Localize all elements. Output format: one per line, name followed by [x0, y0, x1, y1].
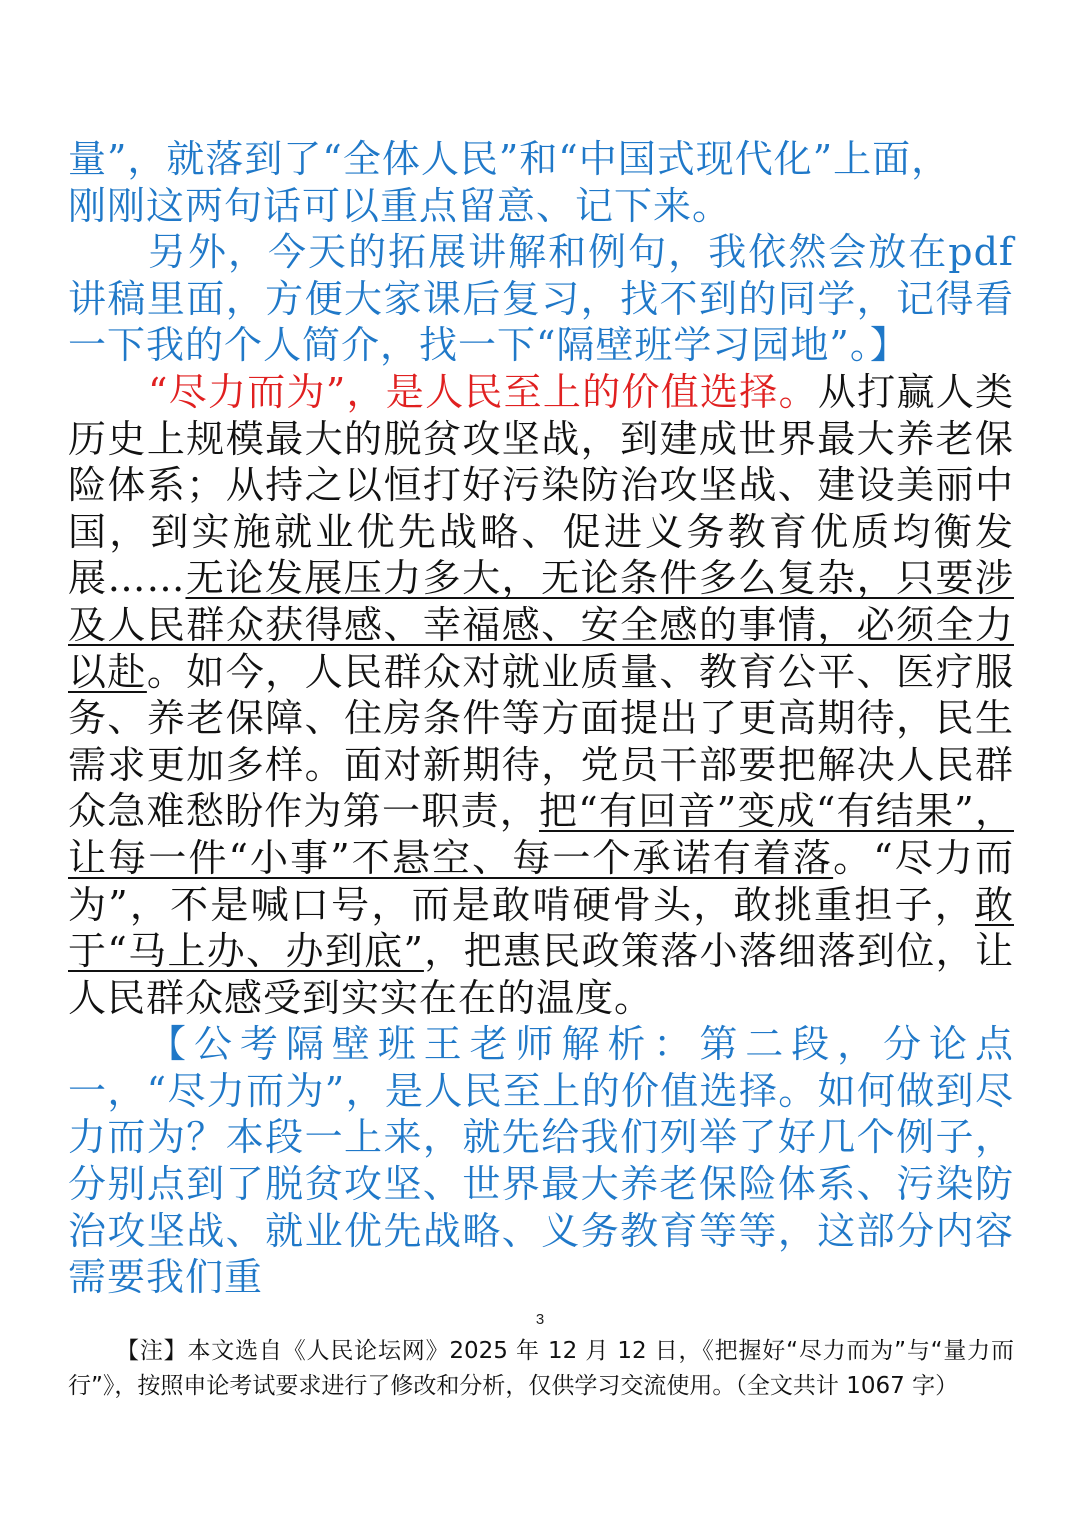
body-segment-1: 从打赢人类历史上规模最大的脱贫攻坚战，到建成世界最大养老保险体系；从持之以恒打好污染防治攻坚战、建设美丽中国，到实施就业优先战略、促进义务教育优质均衡发展……: [68, 369, 1014, 601]
underlined-sentence-1: 无论发展压力多大，无论条件多么复杂，只要涉及人民群众获得感、幸福感、安全感的事情，必须全力以赴: [68, 556, 1014, 694]
footnote: 【注】本文选自《人民论坛网》2025 年 12 月 12 日，《把握好“尽力而为”与“量力而行”》，按照申论考试要求进行了修改和分析，仅供学习交流使用。（全文共计 1067 字）: [68, 1338, 1014, 1399]
analysis-line-2: 刚刚这两句话可以重点留意、记下来。: [68, 183, 732, 228]
underlined-sentence-3: 敢于“马上办、办到底”: [68, 882, 1014, 974]
body-paragraph-2: [68, 369, 1014, 1021]
body-segment-2: 。如今，人民群众对就业质量、教育公平、医疗服务、养老保障、住房条件等方面提出了更高期待，民生需求更加多样。面对新期待，党员干部要把解决人民群众急难愁盼作为第一职责，: [68, 649, 1014, 834]
body-segment-3: 。“尽力而为”，不是喊口号，而是敢啃硬骨头，敢挑重担子，: [68, 835, 1014, 927]
analysis-paragraph-pdf-note: 另外，今天的拓展讲解和例句，我依然会放在pdf讲稿里面，方便大家课后复习，找不到的同学，记得看一下我的个人简介，找一下“隔壁班学习园地”。】: [68, 230, 1014, 368]
body-segment-4: ，把惠民政策落小落细落到位，让人民群众感受到实实在在的温度。: [68, 929, 1014, 1020]
analysis-paragraph-2: 【公考隔壁班王老师解析：第二段，分论点一，“尽力而为”，是人民至上的价值选择。如何做到尽力而为？本段一上来，就先给我们列举了好几个例子，分别点到了脱贫攻坚、世界最大养老保险体系、污染防治攻坚战、就业优先战略、义务教育等等，这部分内容需要我们重: [68, 1022, 1014, 1300]
page-number: 3: [535, 1311, 545, 1328]
underlined-sentence-2: 把“有回音”变成“有结果”，让每一件“小事”不悬空、每一个承诺有着落: [68, 789, 1014, 880]
analysis-paragraph-continued: [68, 136, 1014, 229]
analysis-line-1: 量”，就落到了“全体人民”和“中国式现代化”上面，: [68, 137, 951, 181]
topic-sentence: “尽力而为”，是人民至上的价值选择。: [148, 369, 818, 414]
article-content: [68, 136, 1014, 1301]
